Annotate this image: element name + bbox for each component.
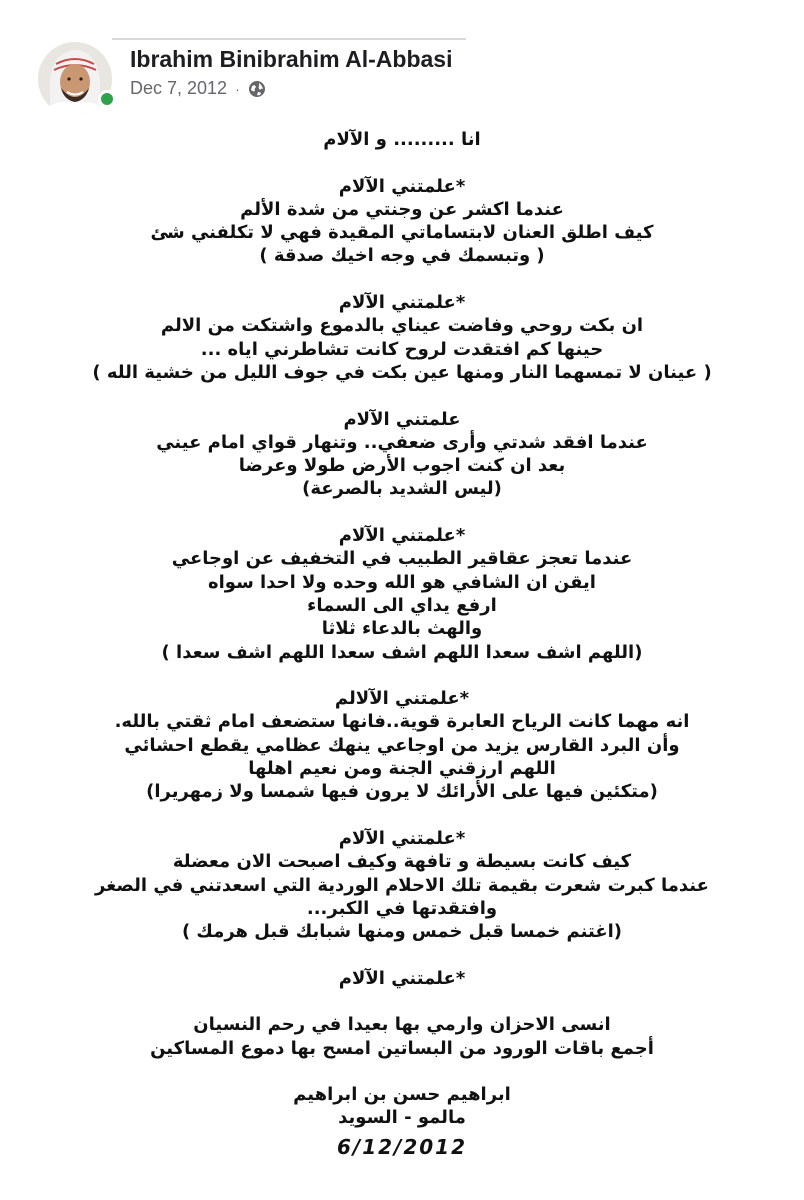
post-date-link[interactable]: Dec 7, 2012 bbox=[130, 78, 228, 98]
stanza-heading: *علمتني الآلالم bbox=[334, 688, 470, 710]
stanza-heading: *علمتني الآلام bbox=[338, 827, 466, 849]
poem-line: (ليس الشديد بالصرعة) bbox=[302, 478, 502, 500]
poem-line: عندما تعجز عقاقير الطبيب في التخفيف عن اوجاعي bbox=[171, 548, 633, 570]
poem-line: انسى الاحزان وارمي بها بعيدا في رحم النسيان bbox=[193, 1014, 611, 1036]
poem-line: كيف كانت بسيطة و تافهة وكيف اصبحت الان معضلة bbox=[172, 851, 632, 873]
stanza-heading: *علمتني الآلام bbox=[338, 525, 466, 547]
poem-line: عندما اكشر عن وجنتي من شدة الألم bbox=[240, 198, 564, 220]
poem-line: ان بكت روحي وفاضت عيناي بالدموع واشتكت من الالم bbox=[160, 315, 644, 337]
poem-line: بعد ان كنت اجوب الأرض طولا وعرضا bbox=[238, 455, 566, 477]
poem-line: وافتقدتها في الكبر... bbox=[306, 897, 498, 919]
meta-separator: · bbox=[235, 80, 240, 97]
stanza-heading: *علمتني الآلام bbox=[338, 292, 466, 314]
stanza-heading: علمتني الآلام bbox=[343, 408, 461, 430]
poem-line: عندما افقد شدتي وأرى ضعفي.. وتنهار قواي امام عيني bbox=[156, 431, 648, 453]
poem-line: أجمع باقات الورود من البساتين امسح بها دموع المساكين bbox=[150, 1037, 654, 1059]
globe-icon[interactable] bbox=[248, 80, 266, 98]
author-name-link[interactable]: Ibrahim Binibrahim Al-Abbasi bbox=[130, 46, 453, 72]
signature-place: مالمو - السويد bbox=[338, 1107, 466, 1129]
post-meta bbox=[130, 78, 266, 99]
poem-line: ارفع يداي الى السماء bbox=[307, 594, 497, 616]
stanza-heading: *علمتني الآلام bbox=[338, 175, 466, 197]
poem-date: 6/12/2012 bbox=[336, 1134, 468, 1159]
poem-line: انه مهما كانت الرياح العابرة قوية..فانها ستضعف امام ثقتي بالله. bbox=[114, 711, 690, 733]
stanza-heading: *علمتني الآلام bbox=[338, 967, 466, 989]
poem-line: عندما كبرت شعرت بقيمة تلك الاحلام الوردية التي اسعدتني في الصغر bbox=[95, 874, 709, 896]
poem-line: كيف اطلق العنان لابتساماتي المقيدة فهي لا تكلفني شئ bbox=[150, 222, 654, 244]
poem-line: ( عينان لا تمسهما النار ومنها عين بكت في جوف الليل من خشية الله ) bbox=[92, 361, 712, 383]
signature-name: ابراهيم حسن بن ابراهيم bbox=[293, 1084, 511, 1106]
poem-line: ( وتبسمك في وجه اخيك صدقة ) bbox=[259, 245, 545, 267]
poem-line: وأن البرد القارس يزيد من اوجاعي ينهك عظامي يقطع احشائي bbox=[124, 734, 680, 756]
online-status-dot bbox=[98, 90, 116, 108]
poem-title: انا ......... و الآلام bbox=[323, 129, 481, 150]
poem-text bbox=[0, 128, 804, 1159]
poem-line: والهث بالدعاء ثلاثا bbox=[321, 618, 483, 640]
poem-line: اللهم ارزقني الجنة ومن نعيم اهلها bbox=[248, 758, 556, 780]
poem-line: (اللهم اشف سعدا اللهم اشف سعدا اللهم اشف سعدا ) bbox=[161, 641, 643, 663]
poem-line: (متكئين فيها على الأرائك لا يرون فيها شمسا ولا زمهريرا) bbox=[146, 781, 658, 803]
post-header bbox=[38, 40, 738, 120]
poem-line: حينها كم افتقدت لروح كانت تشاطرني اياه ... bbox=[200, 338, 604, 360]
poem-line: ايقن ان الشافي هو الله وحده ولا احدا سواه bbox=[208, 571, 596, 593]
poem-line: (اغتنم خمسا قبل خمس ومنها شبابك قبل هرمك ) bbox=[181, 921, 623, 943]
